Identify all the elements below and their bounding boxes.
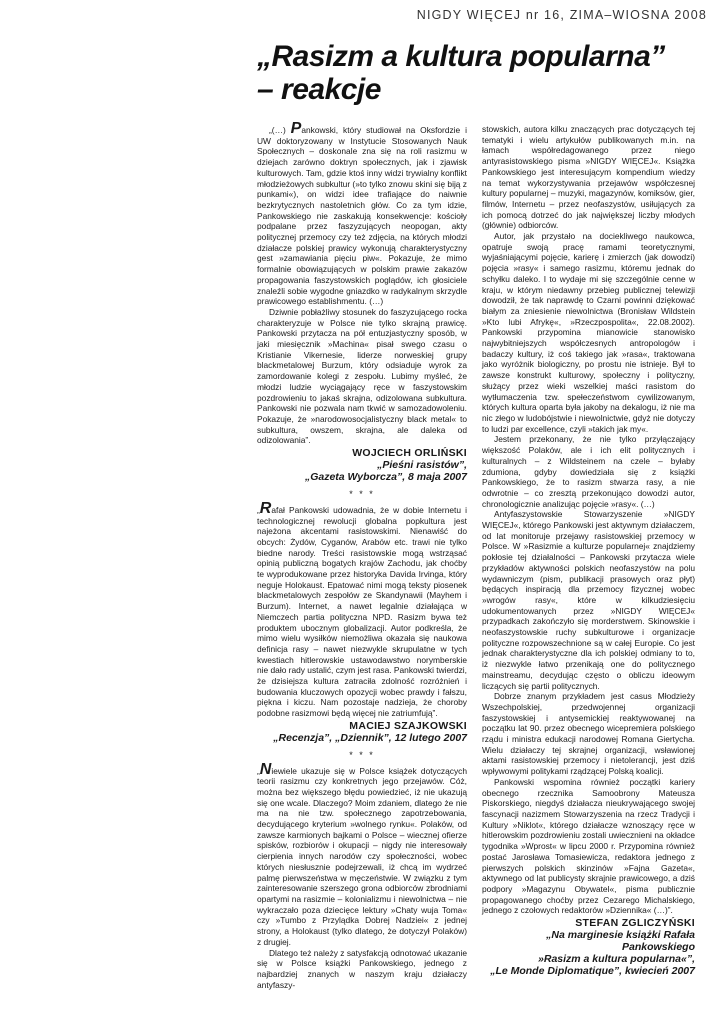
source-ref: „Gazeta Wyborcza”, 8 maja 2007	[304, 471, 467, 484]
column-left	[257, 120, 467, 990]
paragraph: stowskich, autora kilku znaczących prac dotyczących tej tematyki i wielu artykułów publikowanych m.in. na łamach współredagowanego przez niego antyrasistowskiego pisma »NIGDY WIĘCEJ«. Książka Pankowskiego jest interesującym kompendium wiedzy na temat wykorzystywania przejawów współczesnej kultury popularnej – muzyki, magazynów, komiksów, gier, filmów, Internetu – przez neofaszystów, usiłujących za ich pomocą dotrzeć do jak największej liczby młodych (głównie) odbiorców.	[482, 124, 695, 231]
drop-cap: R	[259, 499, 272, 517]
paragraph: Dlatego też należy z satysfakcją odnotować ukazanie się w Polsce książki Pankowskiego, jednego z najbardziej znanych w naszym kraju działaczy antyfaszy-	[257, 947, 467, 990]
quote-open: „(…)	[269, 125, 291, 135]
signature-block	[482, 917, 695, 977]
paragraph: Antyfaszystowskie Stowarzyszenie »NIGDY WIĘCEJ«, którego Pankowski jest aktywnym działaczem, od lat monitoruje przejawy rasistowskiej przemocy w Polsce. W »Rasizmie a kulturze popularnej« znajdziemy pokłosie tej działalności – Pankowski przytacza wiele przykładów aktywności polskich neofaszystów na polu wydawniczym (pism, publikacji prasowych oraz płyt) będących inspiracją dla przemocy fizycznej wobec »wrogów rasy«, które w kilkudziesięciu udokumentowanych przez »NIGDY WIĘCEJ« przypadkach zakończyło się morderstwem. Skinowskie i neofaszystowskie ruchy subkulturowe i organizacje polityczne rozpowszechnione są w całej Europie. Co jest jednak charakterystyczne dla ich polskiej odmiany to to, iż niezwykle łatwo przenikają one do politycznego mainstreamu, decydując często o obliczu ideowym liczących się partii politycznych.	[482, 509, 695, 691]
book-title-ref: »Rasizm a kultura popularna«”,	[538, 953, 695, 966]
separator-stars: * * *	[349, 749, 375, 760]
author-name: STEFAN ZGLICZYŃSKI	[575, 917, 695, 930]
article-title	[257, 40, 707, 106]
paragraph: Jestem przekonany, że nie tylko przyłączający większość Polaków, ale i ich elit politycznych i kulturalnych – z Wildsteinem na czele – byłaby zdumiona, gdyby dowiedziała się z książki Pankowskiego, że to rasizm stwarza rasy, a nie odwrotnie – co zresztą przekonująco dowodzi autor, chronologicznie analizując pojęcie »rasy«. (…)	[482, 434, 695, 509]
title-line-2: – reakcje	[257, 73, 381, 106]
paragraph: Autor, jak przystało na dociekliwego naukowca, opatruje swoją pracę ramami teoretycznymi, wyjaśniającymi pojęcie, karierę i zmierzch (jak dowodzi) pojęcia »rasy« i samego rasizmu, któremu jednak do schyłku daleko. I to wydaje mi się szczególnie cenne w kraju, w którym niedawny przebieg publicznej telewizji dowodził, że tak naprawdę to Czarni powinni dziękować białym za zniesienie niewolnictwa (Bronisław Wildstein »Kto lubi Afrykę«, »Rzeczpospolita«, 22.08.2002). Pankowski przypomina mianowicie stanowisko najwybitniejszych współczesnych antropologów i badaczy kultury, iż coś takiego jak »rasa«, traktowana jako wyróżnik biologiczny, po prostu nie istnieje. Był to zawsze konstrukt kulturowy, społeczny i polityczny, służący przez wieki wszelkiej maści rasistom do wytłumaczenia tzw. spełeczeństwom cywilizowanym, których kultura oparta była jakoby na dekalogu, iż nie ma nic złego w ludobójstwie i niewolnictwie, gdyż nie dotyczy to ludzi par excellence, czyli »takich jak my«.	[482, 231, 695, 434]
signature-block	[257, 447, 467, 483]
paragraph	[257, 499, 467, 719]
title-line-1: „Rasizm a kultura popularna”	[257, 40, 665, 73]
quote-open: „	[257, 504, 260, 515]
quote-open: „	[257, 765, 260, 776]
paragraph-text: iewiele ukazuje się w Polsce książek dotyczących teorii rasizmu czy konkretnych jego przejawów. Cóż, można bez większego błędu powiedzieć, iż nie ukazują się one wcale. Dlaczego? Moim zdaniem, dlatego że nie ma na nie tzw. społecznego zapotrzebowania, decydującego kryterium »wolnego rynku«. Polaków, od zawsze karmionych bajkami o Polsce – wiecznej ofierze spisków, rozbiorów i okupacji – nigdy nie interesowały cierpienia innych narodów czy społeczności, wobec których niesłusznie podejrzewali, iż chcą im wydrzeć palmę pierwszeństwa w męczeństwie. W związku z tym zainteresowanie szerszego grona odbiorców zbrodniami opartymi na rasizmie – kolonializmu i niewolnictwa – nie wykraczało poza dziecięce lektury »Chaty wuja Toma« czy »Tumbo z Przylądka Dobrej Nadziei« z jednej strony, a Holokaust (tylko dlatego, że dotyczył Polaków) z drugiej.	[257, 765, 467, 947]
source-ref: „Le Monde Diplomatique”, kwiecień 2007	[490, 965, 695, 978]
source-ref: „Recenzja”, „Dziennik”, 12 lutego 2007	[273, 731, 467, 744]
drop-cap: N	[259, 760, 272, 778]
drop-cap: P	[290, 120, 302, 137]
page-header: NIGDY WIĘCEJ nr 16, ZIMA–WIOSNA 2008	[416, 8, 707, 22]
paragraph: Dziwnie pobłażliwy stosunek do faszyzującego rocka charakteryzuje w Polsce nie tylko skrajną prawicę. Pankowski przytacza na pół entuzjastyczny sposób, w jaki miesięcznik »Machina« pisał swego czasu o Kristianie Vikernesie, liderze norweskiej grupy blackmetalowej Burzum, który odsiaduje wyrok za zamordowanie kolegi z zespołu. Lubimy myśleć, że młodzi ludzie wyciągający ręce w faszystowskim pozdrowieniu to jakaś skrajna, odizolowana subkultura. Pankowski nie pozwala nam tkwić w samozadowoleniu. Pokazuje, że »narodowosocjalistyczny black metal« to subkultura, owszem, skrajna, ale daleka od odizolowania”.	[257, 306, 467, 446]
author-name: MACIEJ SZAJKOWSKI	[349, 719, 467, 732]
signature-block	[257, 720, 467, 744]
paragraph	[257, 760, 467, 948]
article-title-ref: „Na marginesie książki Rafała Pankowskiego	[546, 929, 695, 954]
paragraph	[257, 120, 467, 307]
paragraph: Pankowski wspomina również początki kariery obecnego rzecznika Samoobrony Mateusza Piskorskiego, niegdyś działacza nieukrywającego swojej fascynacji nazizmem Stowarzyszenia na rzecz Tradycji i Kultury »Niklot«, którego działacze wznoszący ręce w hitlerowskim pozdrowieniu zostali uwiecznieni na okładce tygodnika »Wprost« w lipcu 2000 r. Przypomina również postać Jarosława Tomasiewicza, redaktora jednego z pierwszych polskich skinzinów »Fajna Gazeta«, aktywnego od lat publicysty skrajnie prawicowego, a dziś podpory »Magazynu Obywatel«, pisma publicznie propagowanego choćby przez Cezarego Michalskiego, jednego z czołowych redaktorów »Dziennika« (…)”.	[482, 776, 695, 916]
paragraph-text: afał Pankowski udowadnia, że w dobie Internetu i technologicznej rewolucji globalna popkultura jest najeżona akcentami rasistowskimi. Nienawiść do obcych: Żydów, Cyganów, Arabów etc. trawi nie tylko biedne narody. Treści rasistowskie mogą wstrząsać opinią publiczną bogatych krajów Zachodu, jak choćby te wyprodukowane przez historyka Davida Irvinga, który neguje Holokaust. Epatować nimi mogą teksty piosenek blackmetalowych zespołów ze Skandynawii (Mayhem i Burzum). Internet, a nawet legalnie działająca w Niemczech partia polityczna NPD. Rasizm bywa też produktem ubocznym globalizacji. Autor podkreśla, że mimo wielu wysiłków niemożliwa okazała się naukowa definicja rasy – nawet niezwykle skrupulatne w tych kwestiach hitlerowskie ustawodawstwo norymberskie nie dało rady ustalić, czym jest rasa. Pankowski twierdzi, że dzisiejsza kultura zatraciła zdolność rozróżnień i budowania kluczowych opozycji wobec prawdy i fałszu, piękna i kiczu. Nam pozostaje nadzieja, że choroby podobne rasizmowi będą więcej nie zatriumfują”.	[257, 504, 467, 719]
paragraph: Dobrze znanym przykładem jest casus Młodzieży Wszechpolskiej, przedwojennej organizacji faszystowskiej i antysemickiej reaktywowanej na początku lat 90. przez obecnego wicepremiera polskiego rządu i ministra edukacji narodowej Romana Giertycha. Wielu działaczy tej skrajnej organizacji, wsławionej aktami rasistowskiej przemocy i nietolerancji, jest dziś wpływowymi politykami rządzącej Polską koalicji.	[482, 691, 695, 777]
separator-stars: * * *	[349, 489, 375, 500]
column-right	[482, 124, 695, 977]
author-name: WOJCIECH ORLIŃSKI	[352, 447, 467, 460]
article-title-ref: „Pieśni rasistów”,	[377, 459, 467, 472]
paragraph-text: ankowski, który studiował na Oksfordzie i UW doktoryzowany w Instytucie Stosowanych Nauk Społecznych – doskonale zna się na roli rasizmu w dziejach zarówno doktryn społecznych, jak i zjawisk kulturowych. Tam, gdzie ktoś inny widzi trywialny konflikt młodzieżowych subkultur (»to tylko znowu skini się biją z punkami«), on widzi idee trafiające do naiwnie bezkrytycznych nastoletnich głów. Co za tym idzie, Pankowskiego nie zaskakują konsekwencje: kościoły podpalane przez faszyzujących neopogan, akty politycznej przemocy czy też zdjęcia, na których młodzi działacze polskiej prawicy wykonują charakterystyczny gest »zamawiania pięciu piw«. Pokazuje, że mimo formalnie obowiązujących w polskim prawie zakazów propagowania faszystowskich poglądów, ich głosiciele znaleźli sobie wygodne gniazdko w radykalnym skrzydle prawicowego establishmentu. (…)	[257, 125, 467, 307]
